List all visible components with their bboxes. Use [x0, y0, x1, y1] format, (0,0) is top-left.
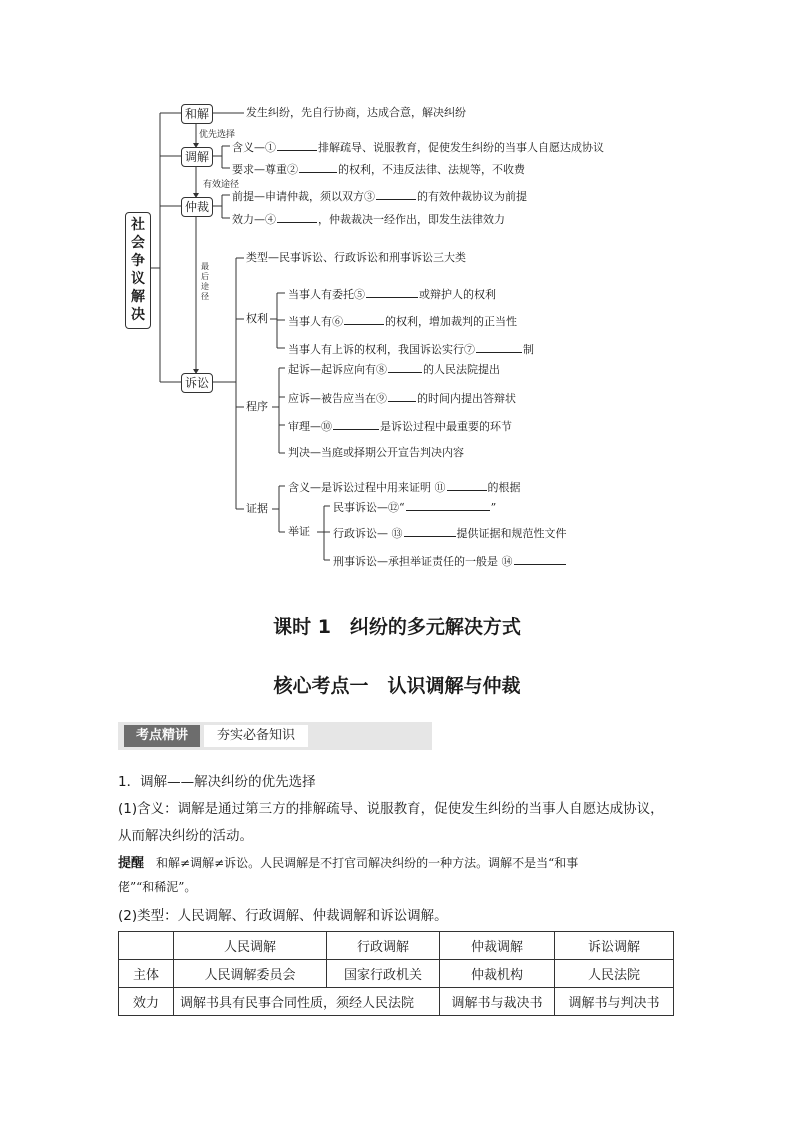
zhengju-1	[288, 479, 521, 495]
table-cell	[174, 988, 440, 1016]
tip-label: 提醒	[118, 856, 145, 871]
blank-12	[406, 499, 490, 511]
table-cell-text: 调解书具有民事合同性质，须经人民法院	[180, 996, 415, 1011]
zhongcai-effect-a: 效力—④	[232, 213, 276, 226]
root-char: 议	[131, 271, 145, 287]
blank-13	[404, 525, 456, 537]
juzheng-1-a: 民事诉讼—⑫“	[333, 501, 405, 514]
blank-9	[388, 390, 416, 402]
chengxu-2	[288, 390, 516, 406]
juzheng-1-b: ”	[490, 501, 497, 514]
table-cell: 效力	[119, 988, 174, 1016]
edge-char: 后	[201, 272, 209, 281]
paragraph-meaning-line2: 从而解决纠纷的活动。	[118, 828, 253, 844]
tip-line2: 佬”“和稀泥”。	[118, 880, 197, 894]
blank-3	[376, 188, 416, 200]
heading-tiaojie: 1．调解——解决纠纷的优先选择	[118, 774, 316, 790]
chengxu-1	[288, 361, 500, 377]
table-header-cell: 诉讼调解	[555, 932, 674, 960]
table-header-row	[119, 932, 674, 960]
zhengju-1-a: 含义—是诉讼过程中用来证明 ⑪	[288, 481, 446, 494]
mediation-table	[118, 931, 674, 1016]
banner-tag: 考点精讲	[124, 725, 200, 747]
table-cell: 调解书与判决书	[555, 988, 674, 1016]
table-cell: 主体	[119, 960, 174, 988]
table-cell: 仲裁机构	[440, 960, 555, 988]
juzheng-1	[333, 499, 496, 515]
table-row	[119, 960, 674, 988]
tip-line1	[118, 852, 578, 871]
quanli-2-a: 当事人有⑥	[288, 315, 343, 328]
root-char: 会	[131, 235, 145, 251]
blank-11	[447, 479, 487, 491]
zhongcai-effect	[232, 211, 505, 227]
blank-14	[514, 553, 566, 565]
zhongcai-premise	[232, 188, 527, 204]
node-tiaojie: 调解	[181, 147, 213, 167]
quanli-2	[288, 313, 517, 329]
quanli-3-a: 当事人有上诉的权利，我国诉讼实行⑦	[288, 343, 475, 356]
table-cell: 调解书与裁决书	[440, 988, 555, 1016]
root-char: 解	[131, 289, 145, 305]
banner-subtitle: 夯实必备知识	[204, 725, 308, 747]
edge-char: 最	[201, 262, 209, 271]
lesson-title: 课时 1 纠纷的多元解决方式	[273, 616, 521, 638]
table-cell: 人民法院	[555, 960, 674, 988]
chengxu-3-b: 是诉讼过程中最重要的环节	[380, 420, 512, 433]
knowledge-banner	[118, 722, 432, 750]
quanli-3	[288, 341, 534, 357]
table-cell: 人民调解委员会	[174, 960, 327, 988]
chengxu-3-a: 审理—⑩	[288, 420, 332, 433]
label-juzheng: 举证	[288, 525, 310, 538]
edge-char: 径	[201, 292, 209, 301]
juzheng-2-b: 提供证据和规范性文件	[456, 527, 567, 540]
quanli-2-b: 的权利，增加裁判的正当性	[385, 315, 517, 328]
root-char: 争	[131, 253, 145, 269]
chengxu-3	[288, 418, 512, 434]
node-hejie: 和解	[181, 104, 213, 124]
zhengju-1-b: 的根据	[487, 481, 521, 494]
table-header-cell: 人民调解	[174, 932, 327, 960]
edge-label-youxian: 优先选择	[199, 130, 236, 140]
table-cell: 国家行政机关	[327, 960, 440, 988]
table-row	[119, 988, 674, 1016]
blank-4	[277, 211, 317, 223]
chengxu-4: 判决—当庭或择期公开宣告判决内容	[288, 446, 464, 459]
juzheng-2	[333, 525, 567, 541]
blank-6	[344, 313, 384, 325]
label-zhengju: 证据	[246, 502, 268, 515]
tiaojie-requirement-a: 要求—尊重②	[232, 163, 298, 176]
tiaojie-requirement	[232, 161, 525, 177]
blank-2	[299, 161, 337, 173]
zhongcai-premise-a: 前提—申请仲裁，须以双方③	[232, 190, 375, 203]
root-node	[125, 212, 151, 329]
hejie-text: 发生纠纷，先自行协商，达成合意，解决纠纷	[246, 106, 466, 119]
blank-10	[333, 418, 379, 430]
edge-char: 途	[201, 282, 209, 291]
susong-types: 类型—民事诉讼、行政诉讼和刑事诉讼三大类	[246, 251, 466, 264]
label-quanli: 权利	[246, 312, 268, 325]
juzheng-2-a: 行政诉讼— ⑬	[333, 527, 403, 540]
label-chengxu: 程序	[246, 400, 268, 413]
paragraph-meaning-line1: (1)含义：调解是通过第三方的排解疏导、说服教育，促使发生纠纷的当事人自愿达成协议，	[118, 801, 664, 817]
tiaojie-meaning-a: 含义—①	[232, 141, 276, 154]
chengxu-2-a: 应诉—被告应当在⑨	[288, 392, 387, 405]
root-char: 社	[131, 217, 145, 233]
table-header-cell: 仲裁调解	[440, 932, 555, 960]
quanli-1-a: 当事人有委托⑤	[288, 288, 365, 301]
edge-label-zuihou	[200, 262, 210, 302]
zhongcai-premise-b: 的有效仲裁协议为前提	[417, 190, 527, 203]
chengxu-1-b: 的人民法院提出	[423, 363, 500, 376]
juzheng-3	[333, 553, 567, 569]
edge-label-youxiao: 有效途径	[203, 180, 240, 190]
quanli-1-b: 或辩护人的权利	[419, 288, 496, 301]
tiaojie-meaning-b: 排解疏导、说服教育，促使发生纠纷的当事人自愿达成协议	[318, 141, 604, 154]
blank-5	[366, 286, 418, 298]
root-char: 决	[131, 307, 145, 323]
section-title: 核心考点一 认识调解与仲裁	[273, 675, 521, 697]
juzheng-3-a: 刑事诉讼—承担举证责任的一般是 ⑭	[333, 555, 513, 568]
quanli-1	[288, 286, 496, 302]
table-header-cell: 行政调解	[327, 932, 440, 960]
tiaojie-requirement-b: 的权利，不违反法律、法规等，不收费	[338, 163, 525, 176]
chengxu-2-b: 的时间内提出答辩状	[417, 392, 516, 405]
table-header-cell	[119, 932, 174, 960]
chengxu-1-a: 起诉—起诉应向有⑧	[288, 363, 387, 376]
tiaojie-meaning	[232, 139, 604, 155]
blank-7	[476, 341, 522, 353]
tip-text-1: 和解≠调解≠诉讼。人民调解是不打官司解决纠纷的一种方法。调解不是当“和事	[156, 856, 579, 870]
blank-8	[388, 361, 422, 373]
paragraph-types: (2)类型：人民调解、行政调解、仲裁调解和诉讼调解。	[118, 908, 448, 924]
blank-1	[277, 139, 317, 151]
node-susong: 诉讼	[181, 373, 213, 393]
node-zhongcai: 仲裁	[181, 197, 213, 217]
quanli-3-b: 制	[523, 343, 534, 356]
zhongcai-effect-b: ，仲裁裁决一经作出，即发生法律效力	[318, 213, 505, 226]
